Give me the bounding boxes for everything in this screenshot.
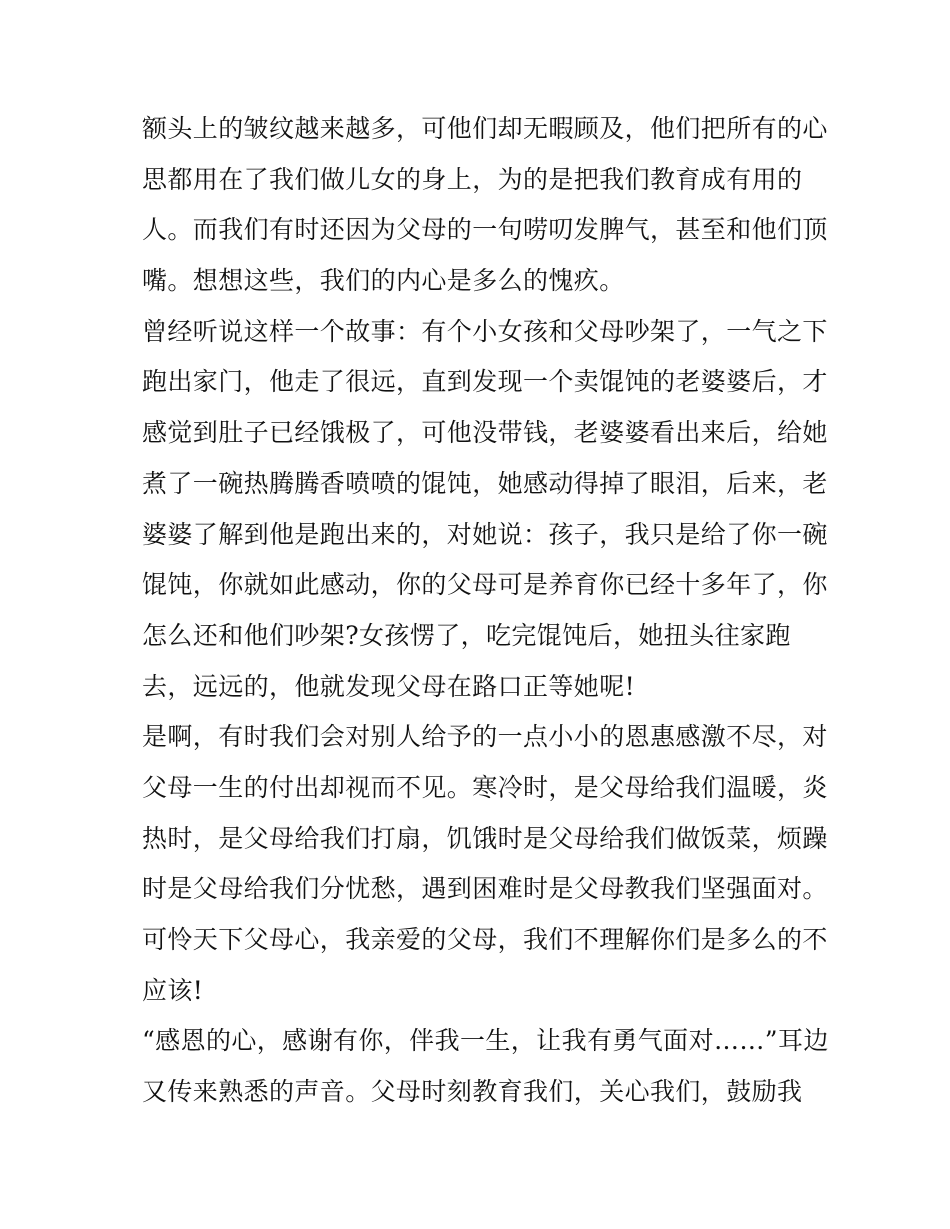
text-line: 煮了一碗热腾腾香喷喷的馄饨，她感动得掉了眼泪，后来，老 <box>142 468 828 498</box>
text-line: 热时，是父母给我们打扇，饥饿时是父母给我们做饭菜，烦躁 <box>142 823 828 853</box>
text-line: 思都用在了我们做儿女的身上，为的是把我们教育成有用的 <box>142 164 803 194</box>
text-line: 曾经听说这样一个故事：有个小女孩和父母吵架了，一气之下 <box>142 316 828 346</box>
text-line: 嘴。想想这些，我们的内心是多么的愧疚。 <box>142 266 625 296</box>
text-line: “感恩的心，感谢有你，伴我一生，让我有勇气面对……”耳边 <box>142 1026 829 1056</box>
text-line: 感觉到肚子已经饿极了，可他没带钱，老婆婆看出来后，给她 <box>142 418 828 448</box>
text-line: 又传来熟悉的声音。父母时刻教育我们，关心我们，鼓励我 <box>142 1077 803 1107</box>
text-line: 是啊，有时我们会对别人给予的一点小小的恩惠感激不尽，对 <box>142 722 828 752</box>
text-line: 人。而我们有时还因为父母的一句唠叨发脾气，甚至和他们顶 <box>142 215 828 245</box>
text-line: 跑出家门，他走了很远，直到发现一个卖馄饨的老婆婆后，才 <box>142 367 828 397</box>
text-line: 可怜天下父母心，我亲爱的父母，我们不理解你们是多么的不 <box>142 925 828 954</box>
text-line: 应该! <box>142 975 204 1005</box>
text-line: 馄饨，你就如此感动，你的父母可是养育你已经十多年了，你 <box>142 570 828 600</box>
text-line: 怎么还和他们吵架?女孩愣了，吃完馄饨后，她扭头往家跑 <box>142 620 791 650</box>
text-line: 时是父母给我们分忧愁，遇到困难时是父母教我们坚强面对。 <box>142 874 828 904</box>
text-line: 父母一生的付出却视而不见。寒冷时，是父母给我们温暖，炎 <box>142 772 828 802</box>
text-line: 去，远远的，他就发现父母在路口正等她呢! <box>142 671 636 701</box>
text-line: 婆婆了解到他是跑出来的，对她说：孩子，我只是给了你一碗 <box>142 519 828 549</box>
body-text <box>142 104 829 1118</box>
text-line: 额头上的皱纹越来越多，可他们却无暇顾及，他们把所有的心 <box>142 114 828 143</box>
